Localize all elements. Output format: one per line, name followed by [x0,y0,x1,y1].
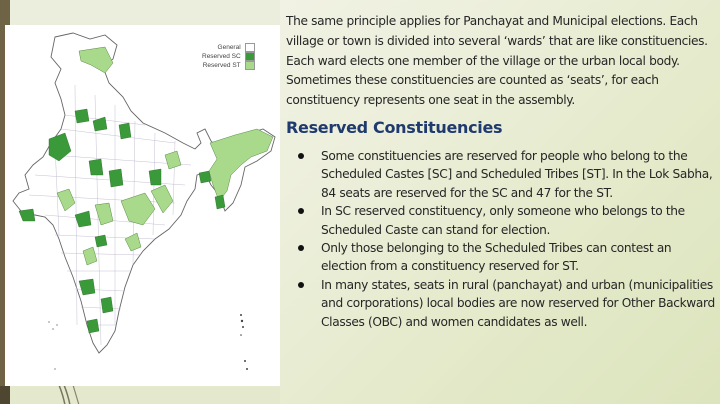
india-reserved-constituencies-map [5,25,280,386]
slide-content [286,12,716,331]
india-map-graphic [5,25,280,386]
bottom-strip [10,386,280,404]
section-heading: Reserved Constituencies [286,117,503,137]
legend-item-reserved-sc: Reserved SC [202,52,255,61]
legend-item-reserved-st: Reserved ST [202,61,255,70]
bullet-item: In SC reserved constituency, only someone who belongs to the Scheduled Caste can stand for election. [298,202,716,239]
bullet-list [298,147,716,331]
map-legend [202,43,255,70]
bullet-icon [298,245,304,251]
bullet-icon [298,208,304,214]
bullet-item: Some constituencies are reserved for people who belong to the Scheduled Castes [SC] and Scheduled Tribes [ST]. In the Lok Sabha, 84 seats are reserved for the SC and 47 for the ST. [298,147,716,202]
bullet-item: In many states, seats in rural (panchayat) and urban (municipalities and corporations) local bodies are now reserved for Other Backward Classes (OBC) and women candidates as well. [298,276,716,331]
legend-swatch-reserved-sc [245,52,255,61]
bullet-icon [298,282,304,288]
decorative-swoosh [55,385,85,404]
legend-swatch-general [245,43,255,52]
bullet-item: Only those belonging to the Scheduled Tribes can contest an election from a constituency reserved for ST. [298,239,716,276]
intro-paragraph: The same principle applies for Panchayat and Municipal elections. Each village or town is divided into several ‘wards’ that are like constituencies. Each ward elects one member of the village or the urban local body. Sometimes these constituencies are counted as ‘seats’, for each constituency represents one seat in the assembly. [286,14,708,108]
legend-swatch-reserved-st [245,61,255,70]
top-strip [10,0,280,25]
legend-item-general: General [202,43,255,52]
bullet-icon [298,153,304,159]
